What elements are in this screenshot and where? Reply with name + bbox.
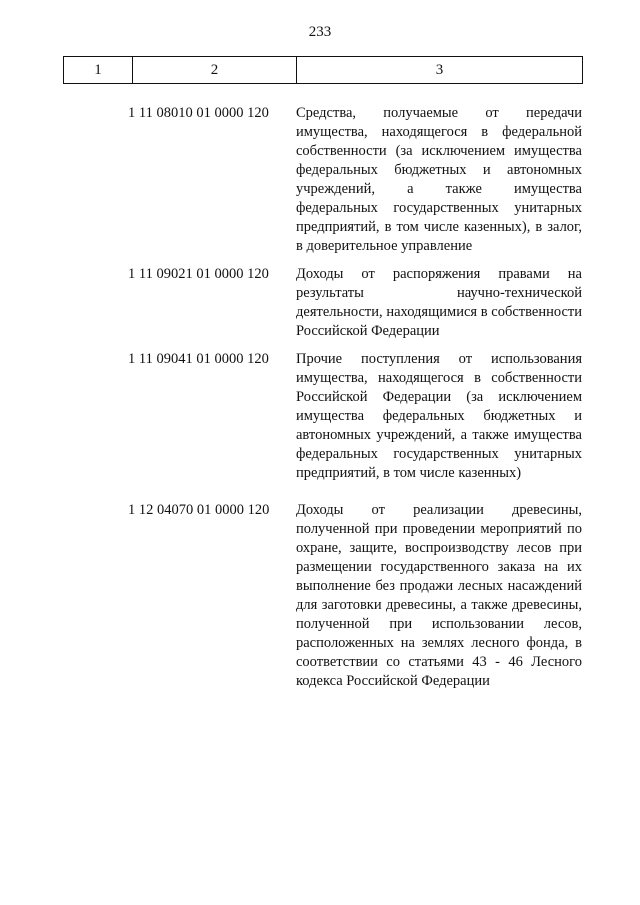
budget-classification-code: 1 11 08010 01 0000 120	[128, 105, 269, 121]
budget-classification-code: 1 11 09041 01 0000 120	[128, 351, 269, 367]
income-description: Прочие поступления от использования имущества, находящегося в собственности Российской Федерации (за исключением имущества федеральных бюджетных и автономных учреждений, а также имущества федеральных государственных унитарных предприятий, в том числе казенных)	[296, 351, 582, 481]
column-header-table	[63, 56, 583, 84]
page-number: 233	[308, 24, 332, 40]
table-row	[128, 265, 590, 341]
budget-classification-code: 1 11 09021 01 0000 120	[128, 266, 269, 282]
income-description: Средства, получаемые от передачи имущества, находящегося в федеральной собственности (за исключением имущества федеральных бюджетных и автономных учреждений, а также имущества федеральных государственных унитарных предприятий, в том числе казенных), в залог, в доверительное управление	[296, 105, 582, 254]
income-code-list	[128, 104, 590, 700]
income-description: Доходы от распоряжения правами на результаты научно-технической деятельности, находящимися в собственности Российской Федерации	[296, 266, 582, 339]
income-description: Доходы от реализации древесины, полученной при проведении мероприятий по охране, защите, воспроизводству лесов при размещении государственного заказа на их выполнение без продажи лесных насаждений для заготовки древесины, а также древесины, полученной при использовании лесов, расположенных на землях лесного фонда, в соответствии со статьями 43 - 46 Лесного кодекса Российской Федерации	[296, 502, 582, 689]
column-header-1: 1	[64, 57, 133, 84]
column-header-3: 3	[297, 57, 583, 84]
column-header-2: 2	[133, 57, 297, 84]
table-row	[128, 501, 590, 691]
table-row	[128, 104, 590, 256]
budget-classification-code: 1 12 04070 01 0000 120	[128, 502, 270, 518]
table-row	[128, 350, 590, 483]
column-header-row	[64, 57, 583, 84]
